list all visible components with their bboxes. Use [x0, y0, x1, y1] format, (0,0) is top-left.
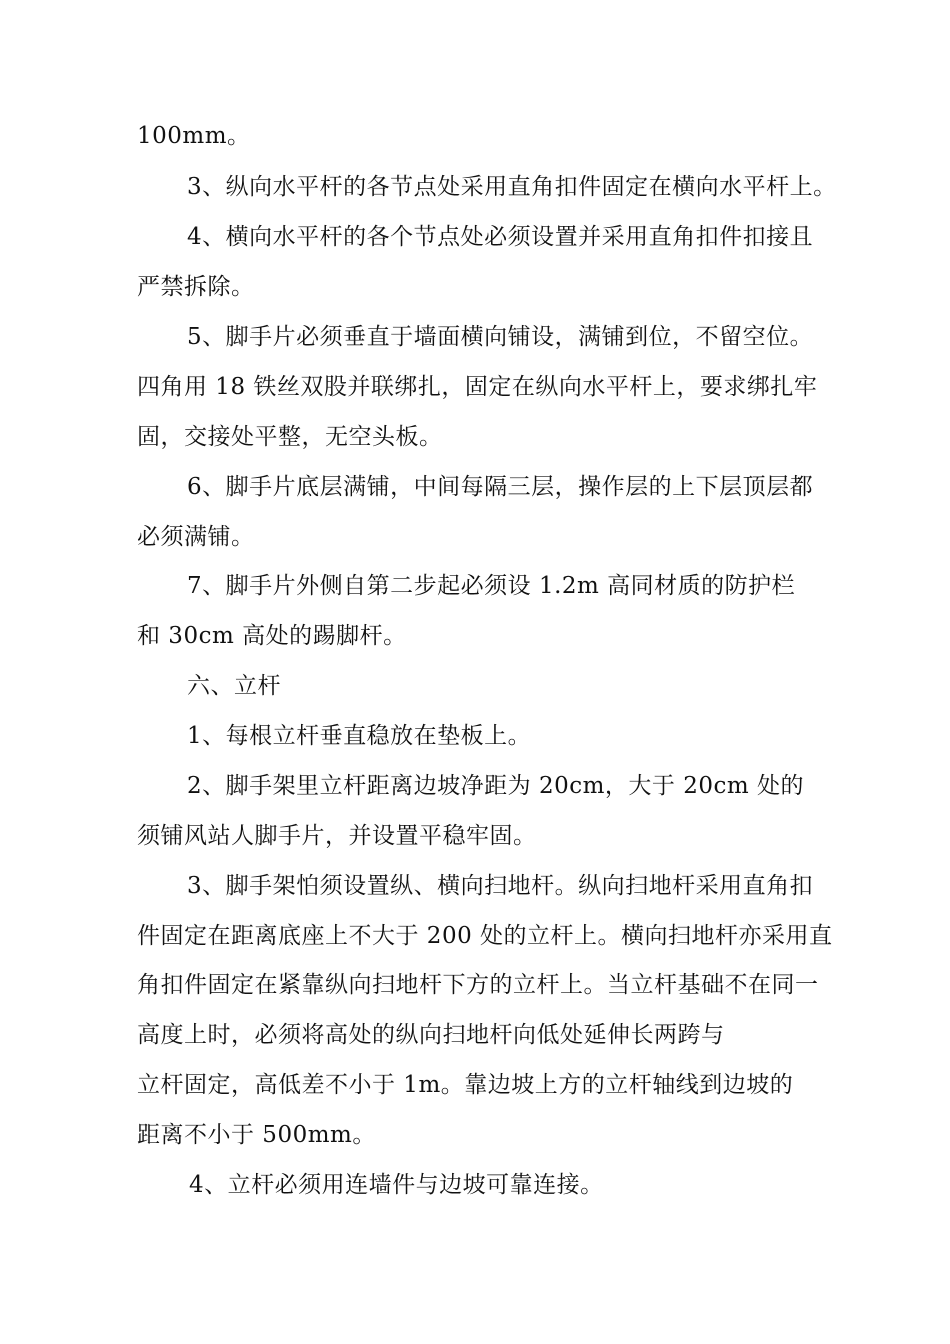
- text-line: 固，交接处平整，无空头板。: [137, 424, 443, 450]
- text-line: 须铺风站人脚手片，并设置平稳牢固。: [137, 823, 537, 849]
- text-line: 立杆固定，高低差不小于 1m。靠边坡上方的立杆轴线到边坡的: [137, 1072, 794, 1098]
- text-line: 必须满铺。: [137, 524, 255, 550]
- text-line: 和 30cm 高处的踢脚杆。: [137, 623, 407, 649]
- text-line: 1、每根立杆垂直稳放在垫板上。: [187, 723, 532, 749]
- text-line: 7、脚手片外侧自第二步起必须设 1.2m 高同材质的防护栏: [187, 573, 796, 599]
- text-line: 4、立杆必须用连墙件与边坡可靠连接。: [189, 1172, 604, 1198]
- text-line: 件固定在距离底座上不大于 200 处的立杆上。横向扫地杆亦采用直: [137, 923, 833, 949]
- text-line: 距离不小于 500mm。: [137, 1122, 376, 1148]
- section-heading: 六、立杆: [187, 673, 281, 699]
- text-line: 5、脚手片必须垂直于墙面横向铺设，满铺到位，不留空位。: [187, 324, 814, 350]
- text-line: 角扣件固定在紧靠纵向扫地杆下方的立杆上。当立杆基础不在同一: [137, 972, 819, 998]
- text-line: 严禁拆除。: [137, 274, 255, 300]
- text-line: 四角用 18 铁丝双股并联绑扎，固定在纵向水平杆上，要求绑扎牢: [137, 374, 818, 400]
- text-line: 3、纵向水平杆的各节点处采用直角扣件固定在横向水平杆上。: [187, 174, 837, 200]
- text-line: 2、脚手架里立杆距离边坡净距为 20cm，大于 20cm 处的: [187, 773, 804, 799]
- text-line: 高度上时，必须将高处的纵向扫地杆向低处延伸长两跨与: [137, 1022, 725, 1048]
- text-line: 3、脚手架怕须设置纵、横向扫地杆。纵向扫地杆采用直角扣: [187, 873, 814, 899]
- text-line: 6、脚手片底层满铺，中间每隔三层，操作层的上下层顶层都: [187, 474, 814, 500]
- text-line: 100mm。: [137, 123, 251, 149]
- text-line: 4、横向水平杆的各个节点处必须设置并采用直角扣件扣接且: [187, 224, 814, 250]
